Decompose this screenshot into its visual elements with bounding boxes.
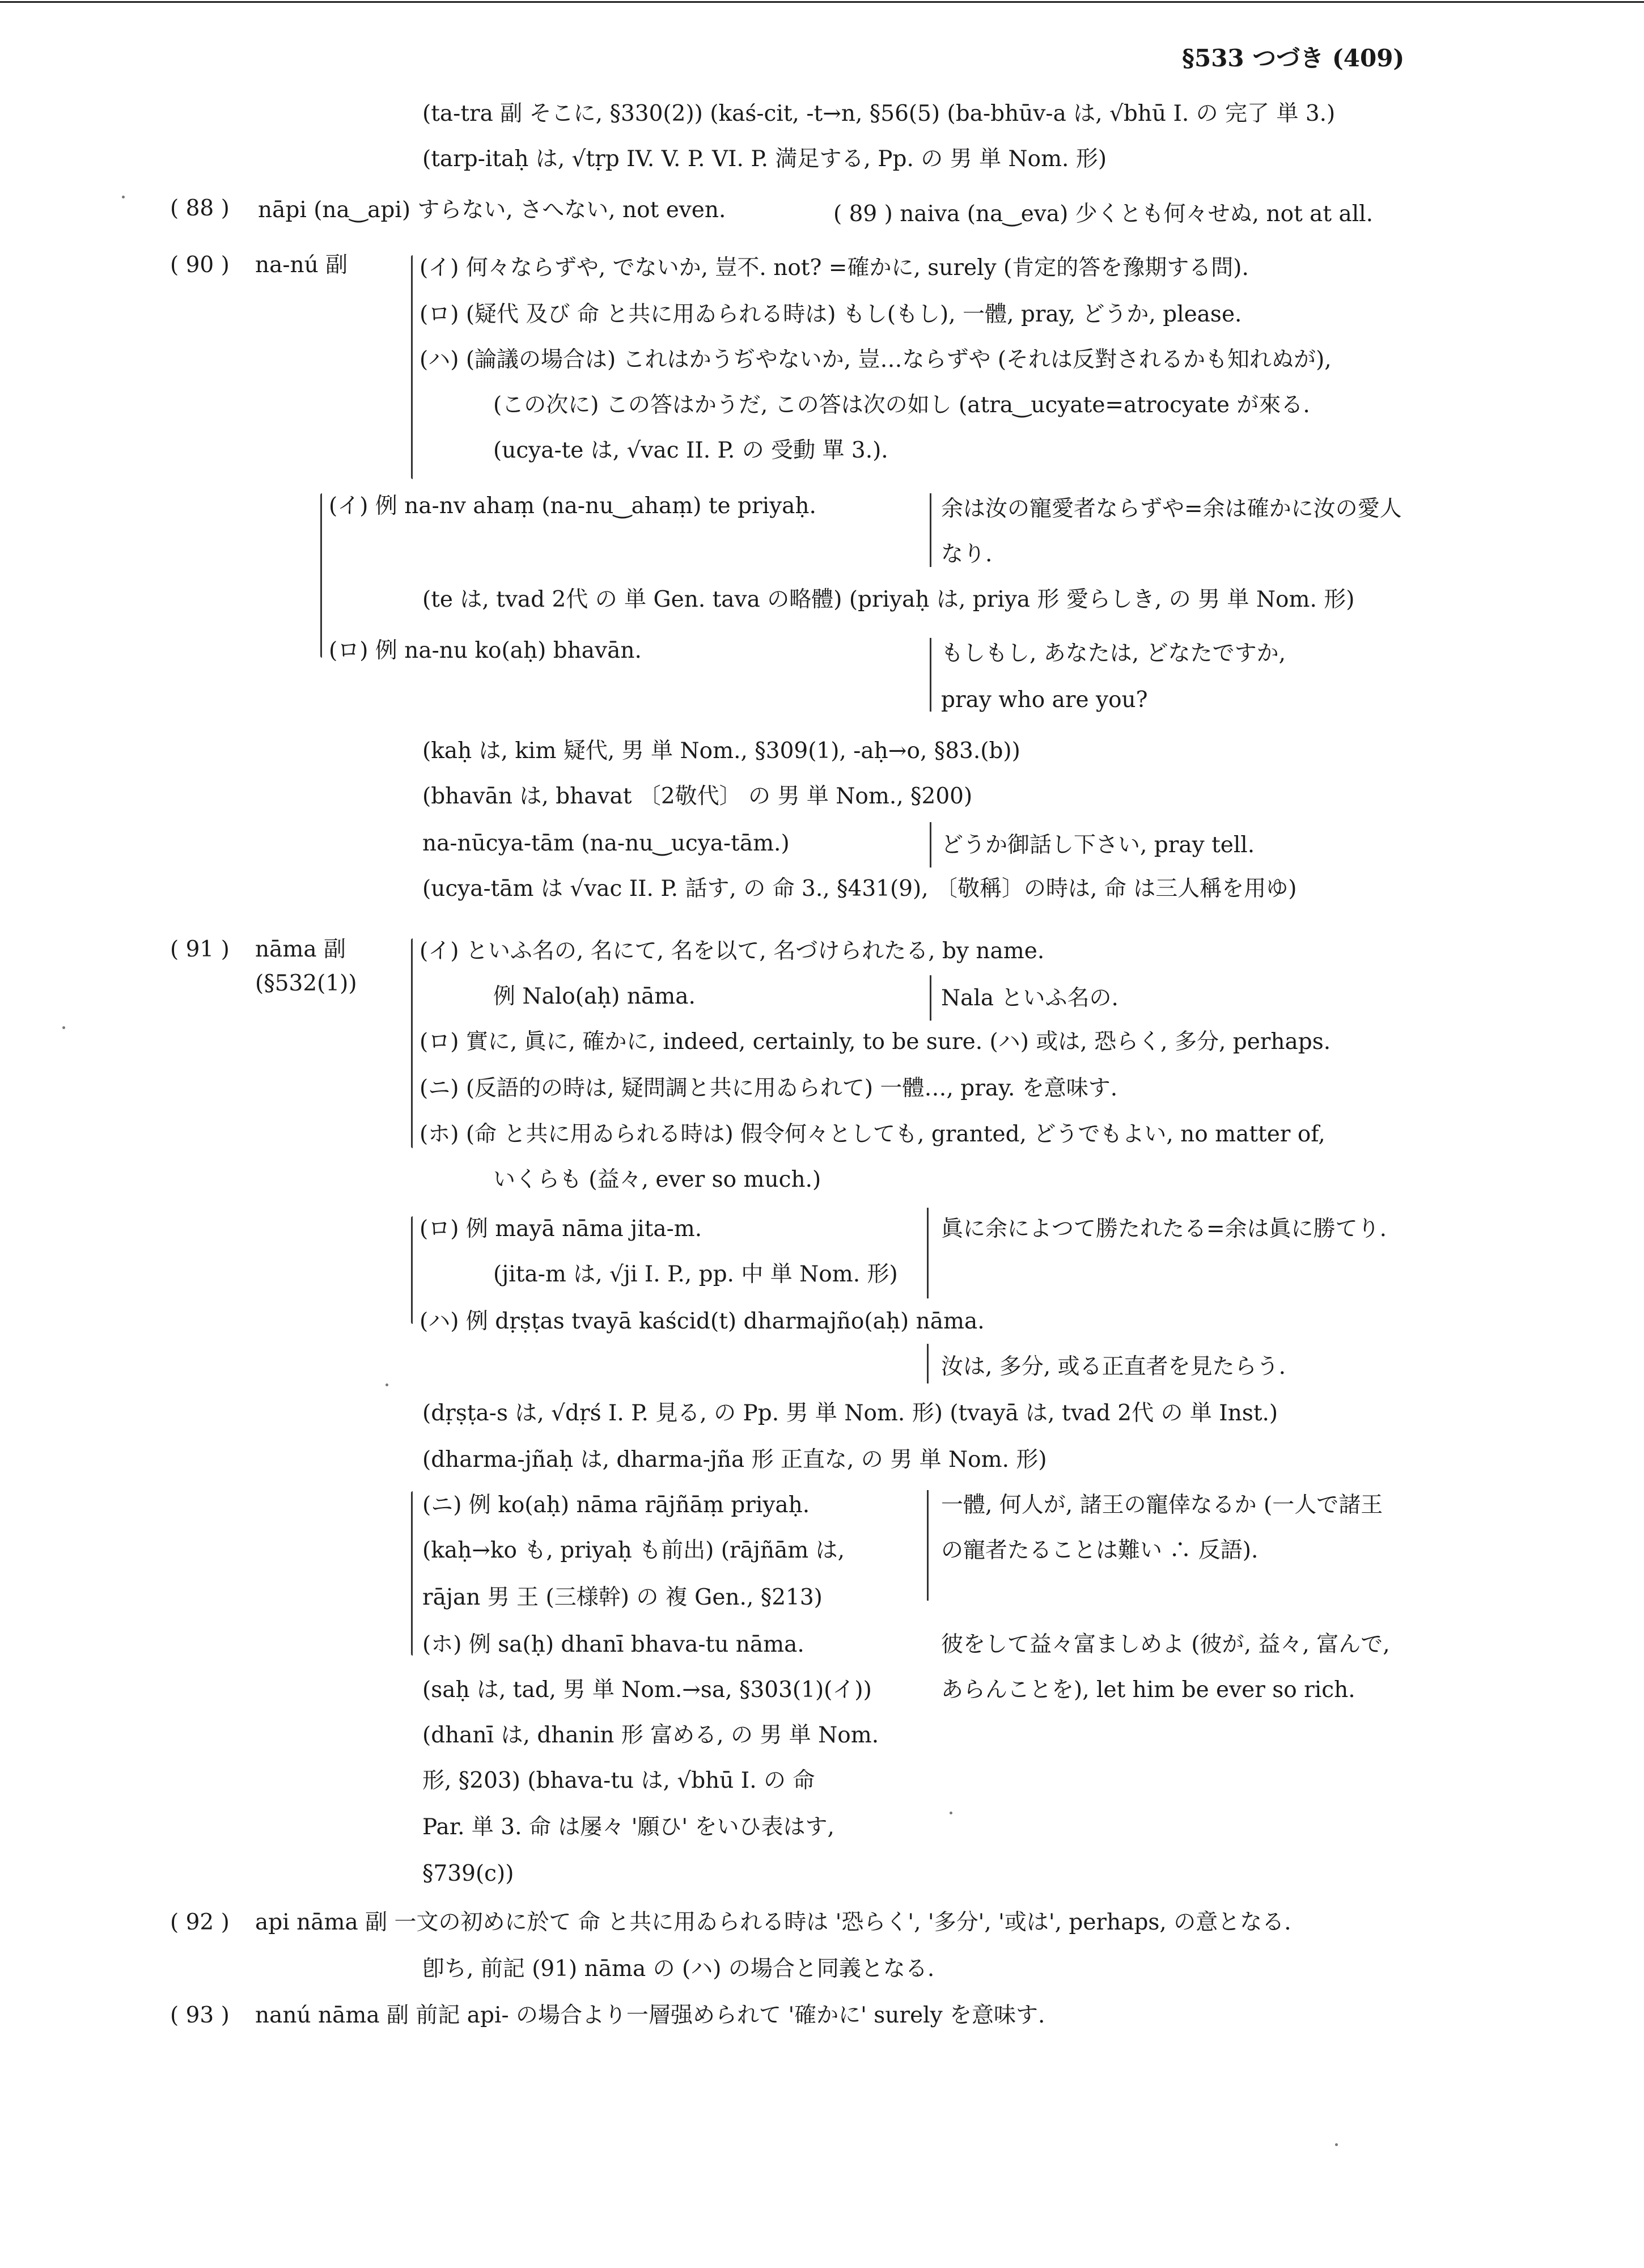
text-line: 卽ち, 前記 (91) nāma の (ハ) の場合と同義となる. xyxy=(422,1956,935,1982)
entry-number: ( 93 ) xyxy=(170,2003,230,2028)
text-line: (ハ) (論議の場合は) これはかうぢやないか, 豈…ならずや (それは反對されるかも知れぬが), xyxy=(420,347,1332,373)
text-line: (イ) 何々ならずや, でないか, 豈不. not? =確かに, surely (肯定的答を豫期する問). xyxy=(420,255,1249,281)
text-line: 例 Nalo(aḥ) nāma. xyxy=(493,984,696,1009)
brace xyxy=(411,1491,413,1656)
text-line: ( 89 ) naiva (na‿eva) 少くとも何々せぬ, not at all. xyxy=(833,201,1374,227)
translation-line: なり. xyxy=(941,541,993,567)
translation-line: 汝は, 多分, 或る正直者を見たらう. xyxy=(941,1354,1286,1380)
translation-line: Nala といふ名の. xyxy=(941,985,1118,1011)
text-line: (tarp-itaḥ は, √tṛp IV. V. P. VI. P. 満足する, Pp. の 男 単 Nom. 形) xyxy=(422,146,1107,172)
text-line: (ホ) 例 sa(ḥ) dhanī bhava-tu nāma. xyxy=(422,1632,804,1657)
text-line: (イ) といふ名の, 名にて, 名を以て, 名づけられたる, by name. xyxy=(420,938,1045,964)
text-line: rājan 男 王 (三様幹) の 複 Gen., §213) xyxy=(422,1585,823,1610)
text-line: Par. 単 3. 命 は屡々 '願ひ' をいひ表はす, xyxy=(422,1814,834,1840)
text-line: (kaḥ は, kim 疑代, 男 単 Nom., §309(1), -aḥ→o, §83.(b)) xyxy=(422,738,1020,764)
text-line: §739(c)) xyxy=(422,1861,514,1886)
speck xyxy=(1335,2143,1338,2146)
translation-line: の寵者たることは難い ∴ 反語). xyxy=(941,1538,1259,1563)
translation-line: 彼をして益々富ましめよ (彼が, 益々, 富んで, xyxy=(941,1632,1390,1657)
brace xyxy=(411,255,413,479)
text-line: いくらも (益々, ever so much.) xyxy=(493,1167,821,1192)
column-rule xyxy=(930,822,931,868)
text-line: (dṛṣṭa-s は, √dṛś I. P. 見る, の Pp. 男 単 Nom. 形) (tvayā は, tvad 2代 の 単 Inst.) xyxy=(422,1400,1278,1426)
translation-line: 一體, 何人が, 諸王の寵倖なるか (一人で諸王 xyxy=(941,1492,1383,1518)
translation-line: どうか御話し下さい, pray tell. xyxy=(941,832,1255,858)
entry-number: ( 92 ) xyxy=(170,1910,230,1935)
translation-line: もしもし, あなたは, どなたですか, xyxy=(941,641,1286,666)
text-line: (ucya-te は, √vac II. P. の 受動 單 3.). xyxy=(493,438,888,463)
brace xyxy=(411,1216,413,1324)
column-rule xyxy=(927,1208,929,1298)
text-line: (ロ) (疑代 及び 命 と共に用ゐられる時は) もし(もし), 一體, pray, どうか, please. xyxy=(420,302,1242,327)
translation-line: 余は汝の寵愛者ならずや=余は確かに汝の愛人 xyxy=(941,496,1402,522)
entry-number: ( 91 ) xyxy=(170,937,230,962)
speck xyxy=(122,196,125,198)
entry-number: ( 90 ) xyxy=(170,252,230,278)
text-line: 形, §203) (bhava-tu は, √bhū I. の 命 xyxy=(422,1768,815,1793)
text-line: (ta-tra 副 そこに, §330(2)) (kaś-cit, -t→n, §56(5) (ba-bhūv-a は, √bhū I. の 完了 単 3.) xyxy=(422,101,1336,126)
text-line: (bhavān は, bhavat 〔2敬代〕 の 男 単 Nom., §200) xyxy=(422,784,973,809)
column-rule xyxy=(927,1344,929,1383)
speck xyxy=(950,1812,952,1814)
text-line: (saḥ は, tad, 男 単 Nom.→sa, §303(1)(イ)) xyxy=(422,1677,872,1703)
text-line: (ロ) 例 na-nu ko(aḥ) bhavān. xyxy=(329,638,642,663)
page-header: §533 つづき (409) xyxy=(1182,44,1405,72)
text-line: (イ) 例 na-nv ahaṃ (na-nu‿ahaṃ) te priyaḥ. xyxy=(329,493,816,519)
speck xyxy=(385,1383,388,1386)
text-line: (jita-m は, √ji I. P., pp. 中 単 Nom. 形) xyxy=(493,1262,898,1287)
speck xyxy=(62,1026,65,1029)
text-line: (ロ) 例 mayā nāma jita-m. xyxy=(420,1216,702,1242)
text-line: (ホ) (命 と共に用ゐられる時は) 假令何々としても, granted, どうでもよい, no matter of, xyxy=(420,1122,1325,1147)
text-line: (ucya-tām は √vac II. P. 話す, の 命 3., §431(9), 〔敬稱〕の時は, 命 は三人稱を用ゆ) xyxy=(422,876,1297,902)
entry-subref: (§532(1)) xyxy=(255,971,357,996)
entry-headword: nāma 副 xyxy=(255,937,346,962)
column-rule xyxy=(930,493,931,567)
column-rule xyxy=(930,638,931,712)
entry-headword: na-nú 副 xyxy=(255,252,348,278)
text-line: api nāma 副 一文の初めに於て 命 と共に用ゐられる時は '恐らく', '多分', '或は', perhaps, の意となる. xyxy=(255,1910,1291,1935)
translation-line: あらんことを), let him be ever so rich. xyxy=(941,1677,1355,1703)
text-line: (ニ) 例 ko(aḥ) nāma rājñāṃ priyaḥ. xyxy=(422,1492,810,1518)
translation-line: 眞に余によつて勝たれたる=余は眞に勝てり. xyxy=(941,1216,1387,1242)
text-line: (dhanī は, dhanin 形 富める, の 男 単 Nom. xyxy=(422,1723,879,1748)
text-line: nāpi (na‿api) すらない, さへない, not even. xyxy=(258,197,726,223)
text-line: (ロ) 實に, 眞に, 確かに, indeed, certainly, to be sure. (ハ) 或は, 恐らく, 多分, perhaps. xyxy=(420,1029,1331,1055)
entry-number: ( 88 ) xyxy=(170,196,230,221)
text-line: (ニ) (反語的の時は, 疑問調と共に用ゐられて) 一體…, pray. を意味す. xyxy=(420,1076,1118,1101)
text-line: (dharma-jñaḥ は, dharma-jña 形 正直な, の 男 単 Nom. 形) xyxy=(422,1447,1047,1472)
column-rule xyxy=(930,975,931,1021)
text-line: na-nūcya-tām (na-nu‿ucya-tām.) xyxy=(422,831,790,856)
column-rule xyxy=(927,1490,929,1601)
brace xyxy=(320,493,322,658)
text-line: (ハ) 例 dṛṣṭas tvayā kaścid(t) dharmajño(aḥ) nāma. xyxy=(420,1309,985,1334)
brace xyxy=(411,938,413,1148)
text-line: (kaḥ→ko も, priyaḥ も前出) (rājñām は, xyxy=(422,1538,845,1563)
text-line: (この次に) この答はかうだ, この答は次の如し (atra‿ucyate=atrocyate が來る. xyxy=(493,392,1310,418)
text-line: nanú nāma 副 前記 api- の場合より一層强められて '確かに' surely を意味す. xyxy=(255,2003,1045,2028)
top-rule xyxy=(0,1,1644,3)
text-line: (te は, tvad 2代 の 単 Gen. tava の略體) (priyaḥ は, priya 形 愛らしき, の 男 単 Nom. 形) xyxy=(422,587,1355,612)
translation-line: pray who are you? xyxy=(941,687,1148,713)
